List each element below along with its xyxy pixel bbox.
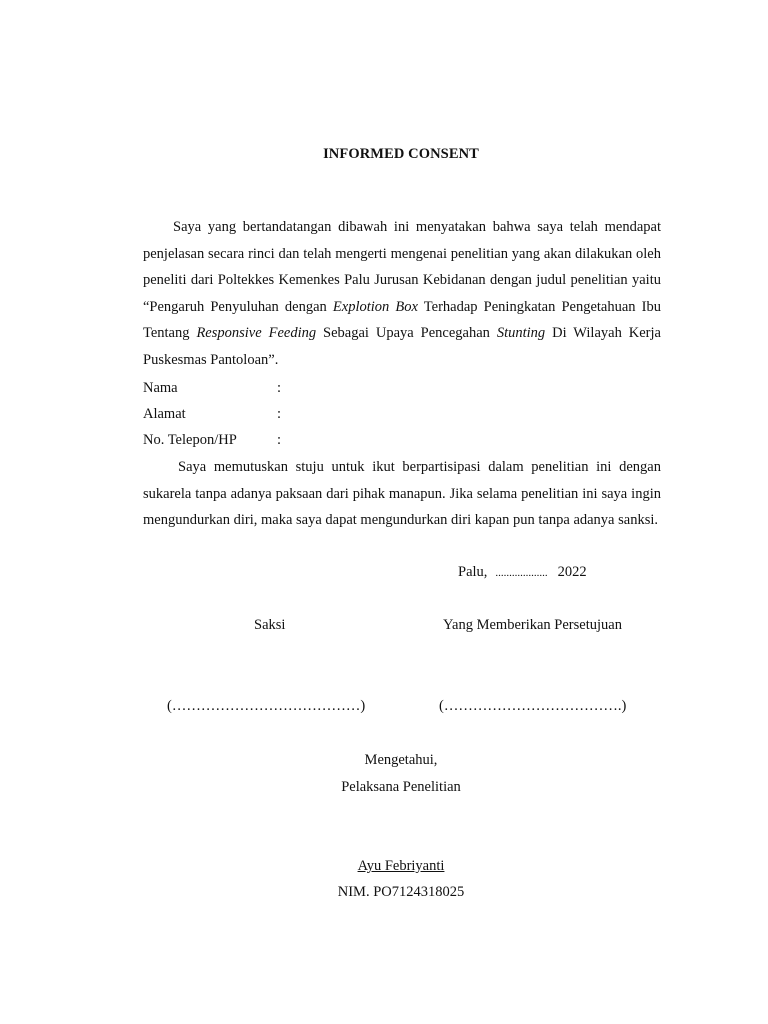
witness-signature-line: (…………………………………) bbox=[167, 698, 366, 714]
acknowledgement-heading: Mengetahui, bbox=[364, 752, 438, 768]
statement-italic-explotion-box: Explotion Box bbox=[332, 298, 418, 315]
year: 2022 bbox=[557, 564, 587, 580]
consent-statement-paragraph bbox=[143, 214, 661, 374]
participation-paragraph: Saya memutuskan stuju untuk ikut berpartisipasi dalam penelitian ini dengan sukarela tanpa adanya paksaan dari pihak manapun. Jika selama penelitian ini saya ingin mengundurkan diri, maka saya dapat mengundurkan diri kapan pun tanpa adanya sanksi. bbox=[143, 459, 661, 529]
field-alamat bbox=[143, 401, 661, 427]
consenter-label: Yang Memberikan Persetujuan bbox=[443, 617, 622, 633]
field-telepon bbox=[143, 427, 661, 453]
researcher-name: Ayu Febriyanti bbox=[357, 858, 445, 874]
field-colon: : bbox=[277, 432, 282, 448]
place-date bbox=[458, 564, 587, 581]
document-title: INFORMED CONSENT bbox=[323, 146, 479, 162]
field-label: Alamat bbox=[143, 406, 186, 422]
place: Palu, bbox=[458, 564, 488, 580]
field-colon: : bbox=[277, 380, 282, 396]
field-label: No. Telepon/HP bbox=[143, 432, 237, 448]
field-colon: : bbox=[277, 406, 282, 422]
researcher-name-wrap bbox=[0, 858, 768, 875]
researcher-nim: NIM. PO7124318025 bbox=[337, 884, 465, 900]
statement-text-1: Saya yang bertandatangan dibawah ini menyatakan bahwa saya telah mendapat penjelasan secara rinci dan telah mengerti mengenai penelitian yang akan dilakukan oleh peneliti dari Poltekkes Kemenkes Palu Jurusan Kebidanan dengan judul penelitian yaitu “Pengaruh Penyuluhan dengan bbox=[143, 219, 661, 315]
researcher-role: Pelaksana Penelitian bbox=[341, 779, 461, 795]
statement-text-4: Di Wilayah Kerja Puskesmas Pantoloan”. bbox=[143, 325, 661, 368]
statement-text-2: Terhadap Peningkatan Pengetahuan Ibu Tentang bbox=[143, 298, 661, 342]
witness-label: Saksi bbox=[254, 617, 286, 633]
statement-italic-responsive-feeding: Responsive Feeding bbox=[196, 325, 317, 342]
statement-text-3: Sebagai Upaya Pencegahan bbox=[316, 325, 497, 342]
consenter-signature-line: (……………………………….) bbox=[439, 698, 627, 714]
date-dots: ................... bbox=[495, 567, 548, 579]
field-label: Nama bbox=[143, 380, 178, 396]
statement-italic-stunting: Stunting bbox=[496, 325, 546, 342]
field-nama bbox=[143, 375, 661, 401]
